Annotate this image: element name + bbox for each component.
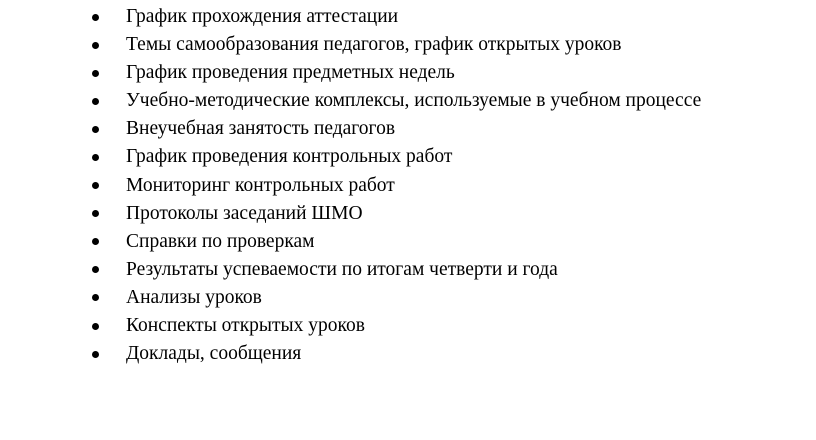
list-item <box>0 31 816 59</box>
list-item <box>0 340 816 368</box>
list-item-text: Анализы уроков <box>126 286 262 308</box>
bullet-icon <box>92 70 99 77</box>
bullet-icon <box>92 210 99 217</box>
list-item <box>0 312 816 340</box>
bullet-icon <box>92 238 99 245</box>
list-item-text: Доклады, сообщения <box>126 343 302 365</box>
document-bullet-list <box>0 3 816 368</box>
list-item-text: Конспекты открытых уроков <box>126 315 365 337</box>
bullet-icon <box>92 98 99 105</box>
list-item <box>0 200 816 228</box>
bullet-icon <box>92 294 99 301</box>
list-item <box>0 172 816 200</box>
list-item <box>0 143 816 171</box>
list-item-text: График проведения предметных недель <box>126 62 455 84</box>
list-item-text: Учебно-методические комплексы, используемые в учебном процессе <box>126 90 702 112</box>
list-item-text: График прохождения аттестации <box>126 6 399 27</box>
list-item <box>0 59 816 87</box>
bullet-icon <box>92 14 99 21</box>
list-item <box>0 256 816 284</box>
bullet-icon <box>92 323 99 330</box>
bullet-icon <box>92 154 99 161</box>
list-item-text: Мониторинг контрольных работ <box>126 174 395 196</box>
bullet-icon <box>92 351 99 358</box>
list-item <box>0 284 816 312</box>
list-item <box>0 228 816 256</box>
bullet-icon <box>92 182 99 189</box>
list-item-text: График проведения контрольных работ <box>126 146 453 168</box>
list-item-text: Протоколы заседаний ШМО <box>126 202 363 224</box>
bullet-icon <box>92 126 99 133</box>
list-item-text: Внеучебная занятость педагогов <box>126 118 396 140</box>
list-item <box>0 3 816 31</box>
list-item-text: Справки по проверкам <box>126 230 315 252</box>
list-item <box>0 115 816 143</box>
list-item-text: Результаты успеваемости по итогам четверти и года <box>126 258 558 280</box>
list-item <box>0 87 816 115</box>
bullet-icon <box>92 42 99 49</box>
bullet-icon <box>92 266 99 273</box>
list-item-text: Темы самообразования педагогов, график открытых уроков <box>126 34 622 56</box>
